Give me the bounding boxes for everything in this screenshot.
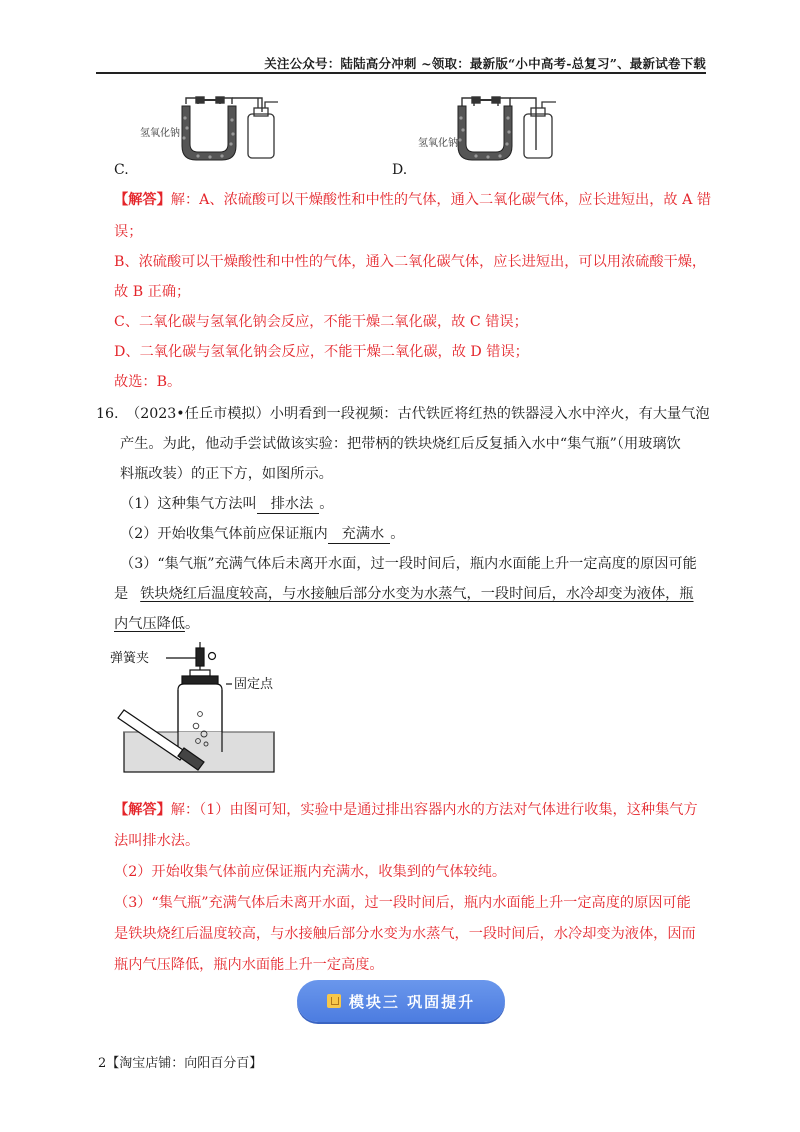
q3-suffix: 。	[184, 616, 200, 632]
figure-c-caption: 氢氧化钠	[140, 128, 180, 139]
answer15-lead: 解：	[170, 192, 200, 208]
answer16-line3: （2）开始收集气体前应保证瓶内充满水，收集到的气体较纯。	[114, 864, 507, 880]
question16-q2	[120, 524, 720, 544]
answer16-line4: （3）“集气瓶”充满气体后未离开水面，过一段时间后，瓶内水面能上升一定高度的原因可能	[114, 895, 691, 911]
answer15-line-b1: B、浓硫酸可以干燥酸性和中性的气体，通入二氧化碳气体，应长进短出，可以用浓硫酸干燥，	[114, 254, 707, 270]
answer15-line-d: D、二氧化碳与氢氧化钠会反应，不能干燥二氧化碳，故 D 错误；	[114, 344, 529, 360]
section-banner	[297, 980, 505, 1022]
section-banner-text: 模块三 巩固提升	[348, 992, 476, 1011]
q1-suffix: 。	[319, 496, 334, 512]
q1-prefix: （1）这种集气方法叫	[120, 496, 257, 512]
answer16-line1	[114, 800, 714, 820]
question16-q3-line2	[114, 584, 714, 604]
apparatus-figure-d	[418, 94, 578, 164]
option-c-label: C.	[114, 162, 129, 178]
header-rule	[96, 72, 706, 74]
answer15-choice: 故选：B。	[114, 374, 182, 390]
label-fixed-point: 固定点	[234, 677, 274, 692]
q2-suffix: 。	[390, 526, 405, 542]
question16-stem-line1: （2023•任丘市模拟）小明看到一段视频：古代铁匠将红热的铁器浸入水中淬火，有大量气泡	[126, 406, 710, 422]
page-header	[96, 54, 706, 74]
q1-answer: 排水法	[257, 495, 320, 514]
answer16-text1: （1）由图可知，实验中是通过排出容器内水的方法对气体进行收集，这种集气方	[199, 802, 698, 818]
figure-d-caption: 氢氧化钠	[418, 138, 458, 149]
q3-answer-line1: 铁块烧红后温度较高，与水接触后部分水变为水蒸气，一段时间后，水冷却变为液体，瓶	[140, 586, 694, 602]
trophy-icon	[327, 994, 341, 1008]
option-d-label: D.	[392, 162, 408, 178]
header-text: 关注公众号：陆陆高分冲刺 ~领取：最新版“小中高考-总复习”、最新试卷下载	[264, 56, 706, 71]
q2-answer: 充满水	[328, 525, 391, 544]
answer15-tag: 【解答】	[114, 192, 171, 208]
answer16-lead: 解：	[170, 802, 200, 818]
answer16-line2: 法叫排水法。	[114, 833, 200, 849]
answer15-a-line1: A、浓硫酸可以干燥酸性和中性的气体，通入二氧化碳气体，应长进短出，故 A 错	[199, 192, 712, 208]
q2-prefix: （2）开始收集气体前应保证瓶内	[120, 526, 328, 542]
q3-answer-line2: 内气压降低	[114, 616, 185, 632]
question16-stem-line2: 产生。为此，他动手尝试做该实验：把带柄的铁块烧红后反复插入水中“集气瓶”（用玻璃饮	[120, 436, 681, 452]
apparatus-figure-c	[138, 94, 298, 164]
page-footer: 2【淘宝店铺：向阳百分百】	[98, 1056, 263, 1071]
question16-q3-line3	[114, 614, 714, 634]
question16-q1	[120, 494, 720, 514]
answer16-tag: 【解答】	[114, 802, 171, 818]
answer15-line-a1	[114, 190, 714, 210]
question16-number: 16.	[96, 406, 119, 422]
question16-q3-line1: （3）“集气瓶”充满气体后未离开水面，过一段时间后，瓶内水面能上升一定高度的原因可能	[120, 556, 697, 572]
answer15-line-b2: 故 B 正确；	[114, 284, 191, 300]
quench-experiment-figure	[104, 640, 294, 780]
label-clamp: 弹簧夹	[110, 651, 150, 666]
answer15-line-c: C、二氧化碳与氢氧化钠会反应，不能干燥二氧化碳，故 C 错误；	[114, 314, 528, 330]
answer16-line5: 是铁块烧红后温度较高，与水接触后部分水变为水蒸气，一段时间后，水冷却变为液体，因而	[114, 926, 696, 942]
answer15-line-a2: 误；	[114, 224, 143, 240]
answer16-line6: 瓶内气压降低，瓶内水面能上升一定高度。	[114, 957, 384, 973]
question16-stem-line3: 料瓶改装）的正下方，如图所示。	[120, 466, 333, 482]
q3-prefix: 是	[114, 586, 129, 602]
